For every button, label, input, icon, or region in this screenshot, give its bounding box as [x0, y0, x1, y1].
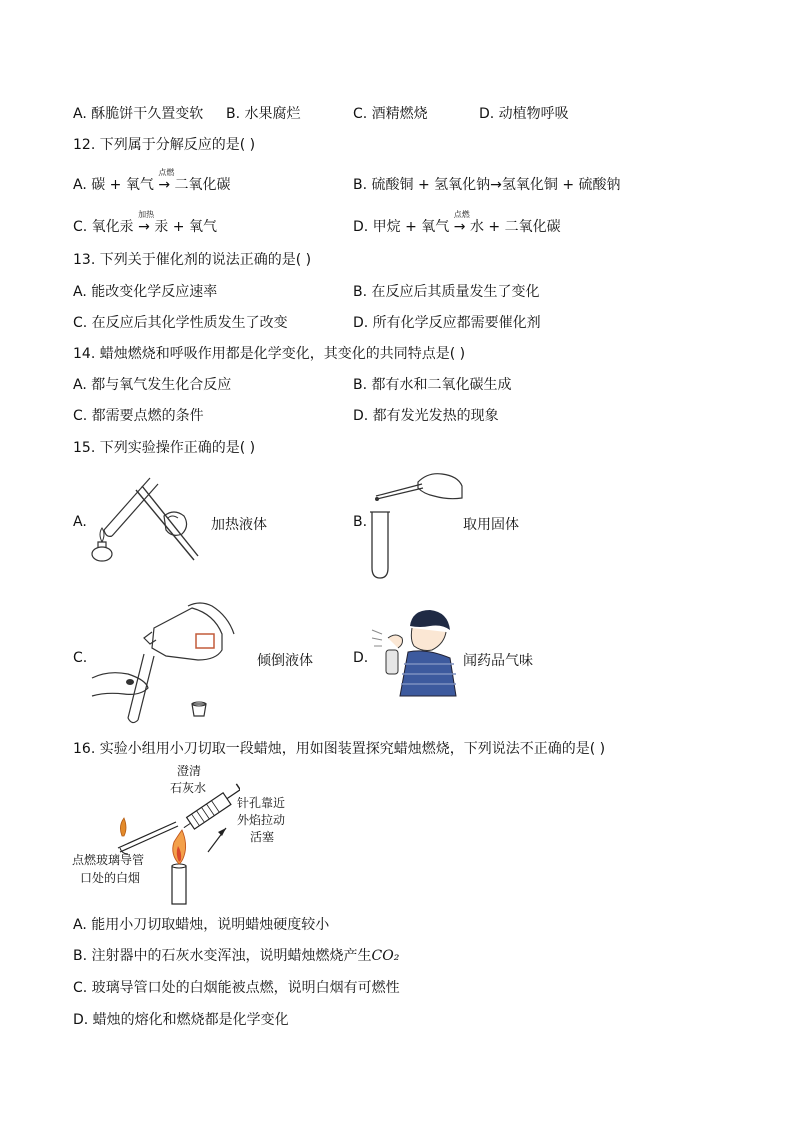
q12-stem: 12. 下列属于分解反应的是( ) [73, 137, 256, 153]
q14-option-c: C. 都需要点燃的条件 [73, 408, 204, 424]
pouring-liquid-illustration [88, 600, 236, 726]
q16-option-a: A. 能用小刀切取蜡烛，说明蜡烛硬度较小 [73, 917, 330, 933]
q12-d-arrow: 点燃 → [453, 210, 470, 235]
taking-solid-illustration [368, 462, 468, 580]
q15-option-a-letter: A. [73, 514, 87, 530]
q12-option-a [73, 168, 231, 194]
q13-option-c: C. 在反应后其化学性质发生了改变 [73, 315, 288, 331]
fig-label-lime-2: 石灰水 [170, 781, 207, 795]
q12-option-b: B. 硫酸铜 + 氢氧化钠→氢氧化铜 + 硫酸钠 [353, 177, 621, 193]
q16-option-c: C. 玻璃导管口处的白烟能被点燃，说明白烟有可燃性 [73, 980, 400, 996]
q12-option-d [353, 210, 561, 236]
q16-stem: 16. 实验小组用小刀切取一段蜡烛，用如图装置探究蜡烛燃烧，下列说法不正确的是( ) [73, 741, 606, 757]
q15-option-a-label: 加热液体 [211, 517, 267, 533]
fig-label-needle-1: 针孔靠近 [237, 796, 286, 810]
q15-option-b-letter: B. [353, 514, 368, 530]
fig-label-needle-2: 外焰拉动 [237, 813, 286, 827]
q13-option-d: D. 所有化学反应都需要催化剂 [353, 315, 541, 331]
q12-d-condition: 点燃 [453, 210, 470, 219]
q11-option-a: A. 酥脆饼干久置变软 [73, 106, 204, 122]
q12-c-arrow: 加热 → [138, 210, 155, 235]
q15-stem: 15. 下列实验操作正确的是( ) [73, 440, 256, 456]
q12-a-arrow: 点燃 → [158, 168, 175, 193]
q12-a-reactants: A. 碳 + 氧气 [73, 177, 154, 193]
q15-option-d-letter: D. [353, 650, 369, 666]
q12-c-condition: 加热 [138, 210, 155, 219]
q15-option-c-label: 倾倒液体 [257, 653, 313, 669]
q12-d-reactants: D. 甲烷 + 氧气 [353, 219, 450, 235]
fig-label-smoke-1: 点燃玻璃导管 [72, 853, 145, 867]
q16-option-d: D. 蜡烛的熔化和燃烧都是化学变化 [73, 1012, 289, 1028]
q11-option-b: B. 水果腐烂 [226, 106, 301, 122]
fig-label-lime-1: 澄清 [177, 764, 202, 778]
q12-d-products: 水 + 二氧化碳 [469, 219, 561, 235]
q14-stem: 14. 蜡烛燃烧和呼吸作用都是化学变化，其变化的共同特点是( ) [73, 346, 466, 362]
q16-b-formula: CO₂ [371, 948, 400, 964]
q12-c-products: 汞 + 氧气 [154, 219, 217, 235]
q13-option-b: B. 在反应后其质量发生了变化 [353, 284, 540, 300]
fig-label-smoke-2: 口处的白烟 [80, 871, 141, 885]
q15-option-b-label: 取用固体 [463, 517, 519, 533]
q11-option-c: C. 酒精燃烧 [353, 106, 428, 122]
candle-experiment-illustration [116, 774, 240, 906]
q15-option-c-letter: C. [73, 650, 88, 666]
q12-a-condition: 点燃 [158, 168, 175, 177]
q12-option-c [73, 210, 217, 236]
fig-label-needle-3: 活塞 [250, 830, 275, 844]
smelling-illustration [370, 604, 462, 698]
q16-b-text: B. 注射器中的石灰水变浑浊，说明蜡烛燃烧产生 [73, 948, 372, 964]
heating-liquid-illustration [88, 472, 208, 568]
q13-stem: 13. 下列关于催化剂的说法正确的是( ) [73, 252, 312, 268]
q14-option-d: D. 都有发光发热的现象 [353, 408, 499, 424]
q16-option-b [73, 945, 399, 965]
q13-option-a: A. 能改变化学反应速率 [73, 284, 218, 300]
q14-option-b: B. 都有水和二氧化碳生成 [353, 377, 512, 393]
q14-option-a: A. 都与氧气发生化合反应 [73, 377, 232, 393]
q15-option-d-label: 闻药品气味 [463, 653, 533, 669]
q12-a-products: 二氧化碳 [174, 177, 231, 193]
q12-c-reactants: C. 氧化汞 [73, 219, 134, 235]
q11-option-d: D. 动植物呼吸 [479, 106, 569, 122]
